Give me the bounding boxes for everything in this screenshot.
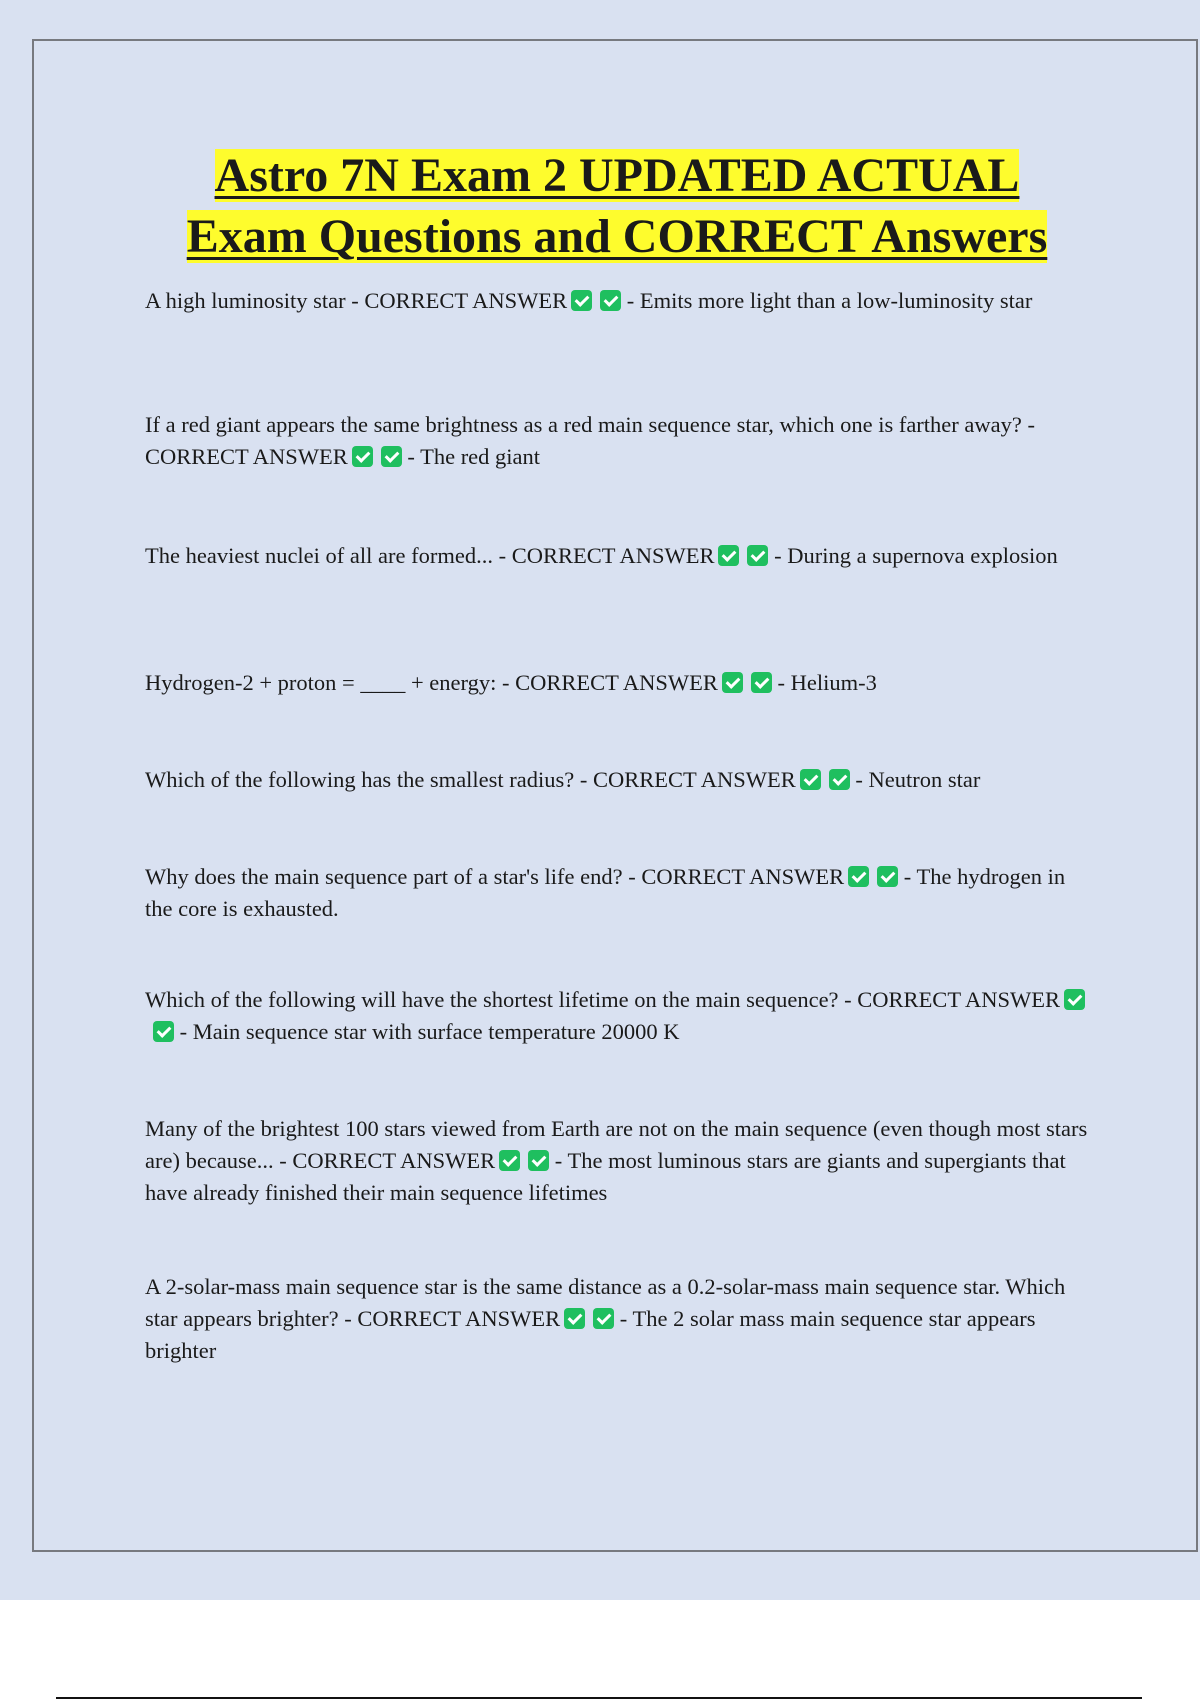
answer-text: - Main sequence star with surface temperature 20000 K (174, 1019, 680, 1044)
question-text: A high luminosity star - (145, 288, 365, 313)
answer-text: - The hydrogen in the core is exhausted. (145, 864, 1066, 921)
check-icon (877, 866, 898, 887)
check-icon (747, 545, 768, 566)
answer-text: - During a supernova explosion (768, 543, 1058, 568)
question-text: The heaviest nuclei of all are formed... - (145, 543, 512, 568)
check-icon (571, 290, 592, 311)
question-text: Which of the following has the smallest radius? - (145, 767, 594, 792)
qa-item (145, 285, 1090, 317)
check-icon (800, 769, 821, 790)
title-line-1: Astro 7N Exam 2 UPDATED ACTUAL (214, 149, 1020, 202)
qa-item (145, 764, 1090, 796)
answer-marker: CORRECT ANSWER (364, 288, 568, 313)
check-icon (593, 1308, 614, 1329)
answer-text: - Helium-3 (771, 670, 877, 695)
answer-text: - Emits more light than a low-luminosity star (621, 288, 1033, 313)
answer-marker: CORRECT ANSWER (292, 1148, 496, 1173)
answer-text: - The 2 solar mass main sequence star appears brighter (145, 1306, 1036, 1363)
answer-marker: CORRECT ANSWER (511, 543, 715, 568)
qa-item (145, 1113, 1090, 1209)
check-icon (528, 1150, 549, 1171)
answer-marker: CORRECT ANSWER (593, 767, 796, 792)
answer-text: - The red giant (401, 444, 541, 469)
qa-item (145, 861, 1090, 925)
check-icon (751, 672, 772, 693)
check-icon (600, 290, 621, 311)
answer-text: - Neutron star (849, 767, 981, 792)
answer-marker: CORRECT ANSWER (357, 1306, 561, 1331)
question-text: Which of the following will have the shortest lifetime on the main sequence? - (145, 987, 858, 1012)
title-line-2: Exam Questions and CORRECT Answers (186, 210, 1048, 263)
document-title (0, 145, 1200, 267)
answer-text: - The most luminous stars are giants and supergiants that have already finished their main sequence lifetimes (145, 1148, 1066, 1205)
question-text: Hydrogen-2 + proton = ____ + energy: - (145, 670, 516, 695)
question-text: If a red giant appears the same brightness as a red main sequence star, which one is farther away? - (145, 412, 1035, 437)
question-text: A 2-solar-mass main sequence star is the same distance as a 0.2-solar-mass main sequence star. Which star appears brighter? - (145, 1274, 1066, 1331)
answer-marker: CORRECT ANSWER (145, 444, 348, 469)
qa-item (145, 667, 1090, 699)
check-icon (1064, 989, 1085, 1010)
check-icon (564, 1308, 585, 1329)
check-icon (718, 545, 739, 566)
question-text: Why does the main sequence part of a star's life end? - (145, 864, 642, 889)
answer-marker: CORRECT ANSWER (515, 670, 718, 695)
question-text: Many of the brightest 100 stars viewed from Earth are not on the main sequence (even though most stars are) because... - (145, 1116, 1088, 1173)
qa-item (145, 409, 1090, 473)
check-icon (153, 1021, 174, 1042)
qa-item (145, 1271, 1090, 1367)
footer-rule (56, 1697, 1142, 1699)
check-icon (499, 1150, 520, 1171)
check-icon (352, 446, 373, 467)
answer-marker: CORRECT ANSWER (857, 987, 1061, 1012)
check-icon (722, 672, 743, 693)
answer-marker: CORRECT ANSWER (641, 864, 845, 889)
check-icon (381, 446, 402, 467)
qa-item (145, 540, 1090, 572)
check-icon (829, 769, 850, 790)
check-icon (848, 866, 869, 887)
qa-item (145, 984, 1090, 1048)
